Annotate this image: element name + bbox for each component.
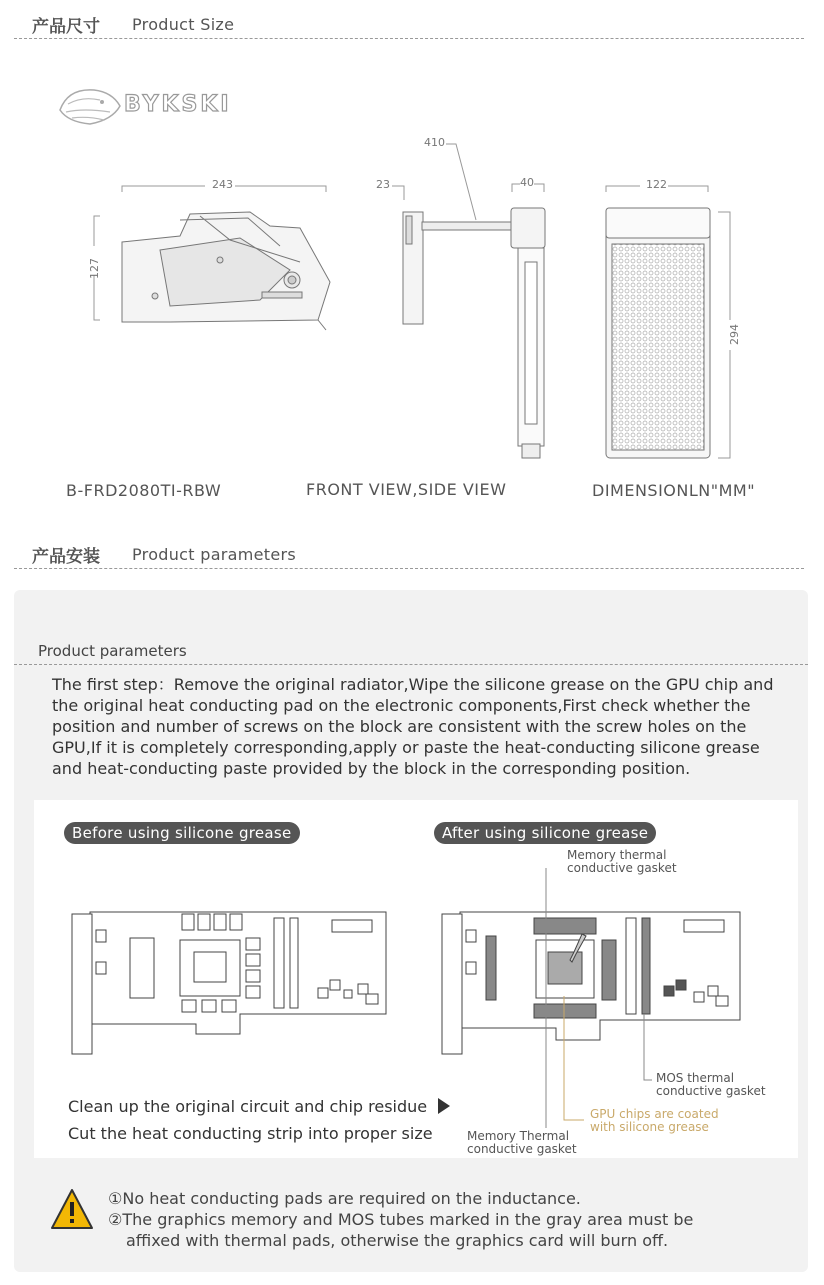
section-title-cn: 产品安装 xyxy=(32,547,100,567)
before-title-pill: Before using silicone grease xyxy=(64,822,300,844)
first-step-text: The first step：Remove the original radiator,Wipe the silicone grease on the GPU chip and the original heat conducting pad on the electronic components,First check whether the position and number of screws on the block are consistent with the screw holes on the GPU,If it is completely corresponding,apply or paste the heat-conducting silicone grease and heat-conducting paste provided by the block in the corresponding position. xyxy=(52,675,774,778)
dim-block-thickness: 23 xyxy=(376,178,390,191)
label-mos-line2: conductive gasket xyxy=(656,1084,766,1098)
after-pcb-board xyxy=(442,912,740,1054)
instruction-clean-up: Clean up the original circuit and chip residue xyxy=(68,1097,428,1116)
section-title-en: Product Size xyxy=(132,15,235,34)
label-memory-bottom xyxy=(467,1130,577,1156)
label-memory-top-line2: conductive gasket xyxy=(567,861,677,875)
caption-views: FRONT VIEW,SIDE VIEW xyxy=(306,480,507,499)
section-title-cn: 产品尺寸 xyxy=(32,17,100,37)
dim-card-height: 127 xyxy=(88,258,101,279)
caption-unit: DIMENSIONLN"MM" xyxy=(592,481,756,500)
dim-reservoir-width: 40 xyxy=(520,176,534,189)
play-arrow-icon xyxy=(438,1098,450,1114)
label-memory-top-line1: Memory thermal xyxy=(567,848,667,862)
brand-logo-text: BYKSKI xyxy=(124,92,232,117)
after-title-pill: After using silicone grease xyxy=(434,822,656,844)
section-title-en: Product parameters xyxy=(132,545,297,564)
label-mos xyxy=(656,1072,766,1098)
label-gpu-line1: GPU chips are coated xyxy=(590,1107,719,1121)
label-memory-top xyxy=(567,849,677,875)
label-memory-bottom-line2: conductive gasket xyxy=(467,1142,577,1156)
warning-icon xyxy=(52,1190,92,1228)
note-2: ②The graphics memory and MOS tubes marked in the gray area must be xyxy=(108,1210,694,1229)
panel-subtitle: Product parameters xyxy=(38,642,187,660)
label-gpu-chips xyxy=(590,1108,719,1134)
note-3: affixed with thermal pads, otherwise the graphics card will burn off. xyxy=(126,1231,669,1250)
instruction-cut-strip: Cut the heat conducting strip into proper size xyxy=(68,1124,433,1143)
caption-model: B-FRD2080TI-RBW xyxy=(66,481,222,500)
dim-tube-length: 410 xyxy=(424,136,445,149)
note-1: ①No heat conducting pads are required on the inductance. xyxy=(108,1189,581,1208)
label-mos-line1: MOS thermal xyxy=(656,1071,735,1085)
dim-radiator-width: 122 xyxy=(646,178,667,191)
label-memory-bottom-line1: Memory Thermal xyxy=(467,1129,570,1143)
before-pcb-board xyxy=(72,912,386,1054)
dim-radiator-height: 294 xyxy=(728,324,741,345)
dim-card-width: 243 xyxy=(212,178,233,191)
label-gpu-line2: with silicone grease xyxy=(590,1120,709,1134)
